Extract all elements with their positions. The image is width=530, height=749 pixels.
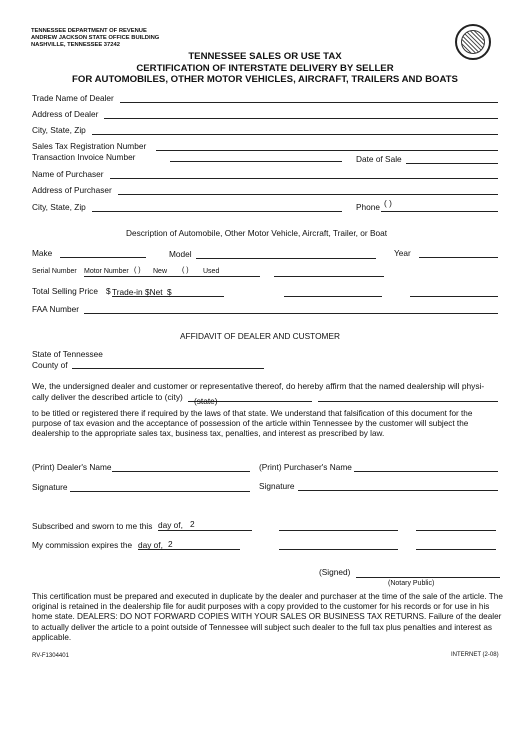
price-dollar-sign: $ (106, 286, 111, 296)
subscribed-extra-field-2[interactable] (416, 530, 496, 531)
vehicle-description-heading: Description of Automobile, Other Motor Vehicle, Aircraft, Trailer, or Boat (126, 228, 388, 238)
day-of-label-1: day of, (158, 520, 183, 530)
purchaser-city-label: City, State, Zip (32, 202, 86, 212)
phone-label: Phone (356, 202, 380, 212)
dealer-city-field[interactable] (92, 134, 498, 135)
commission-date-field[interactable] (138, 549, 240, 550)
county-of-label: County of (32, 360, 68, 370)
used-label: Used (203, 268, 220, 275)
state-label: (state) (194, 396, 218, 406)
purchaser-signature-label: Signature (259, 481, 295, 491)
agency-name: TENNESSEE DEPARTMENT OF REVENUE (31, 28, 147, 34)
day-of-label-2: day of, (138, 540, 163, 550)
year-prefix-1: 2 (190, 519, 195, 529)
dealer-address-label: Address of Dealer (32, 109, 99, 119)
purchaser-name-print-field[interactable] (354, 471, 498, 472)
form-title-line1: TENNESSEE SALES OR USE TAX (188, 51, 342, 62)
dealer-address-field[interactable] (104, 118, 498, 119)
dealer-signature-field[interactable] (70, 491, 250, 492)
serial-number-field[interactable] (84, 276, 260, 277)
purchaser-name-print-label: (Print) Purchaser's Name (259, 462, 352, 472)
state-of-label: State of Tennessee (32, 349, 103, 359)
faa-number-label: FAA Number (32, 304, 80, 314)
model-label: Model (169, 249, 192, 259)
certification-instructions: This certification must be prepared and executed in duplicate by the dealer and purchaser at the time of the sale of the article. The original is retained in the dealership file for audit purposes with a copy provided to the customer for his records or for use in his home state. DEALERS: DO NOT FORWARD COPIES WITH YOUR SALES OR BUSINESS TAX RETURNS. Failure of the dealer to actually deliver the article to a point outside of Tennessee will subject such dealer to the full tax plus penalties and interest as applicable. (32, 592, 503, 642)
signed-label: (Signed) (319, 567, 351, 577)
commission-extra-field-2[interactable] (416, 549, 496, 550)
make-field[interactable] (60, 257, 146, 258)
agency-address: NASHVILLE, TENNESSEE 37242 (31, 42, 120, 48)
year-prefix-2: 2 (168, 539, 173, 549)
phone-field[interactable] (381, 211, 498, 212)
commission-label: My commission expires the (32, 540, 133, 550)
date-of-sale-field[interactable] (406, 163, 498, 164)
trade-in-label: Trade-in (112, 287, 143, 297)
phone-area-code: ( ) (384, 198, 392, 208)
sales-tax-reg-label: Sales Tax Registration Number (32, 141, 147, 151)
dealer-signature-label: Signature (32, 482, 68, 492)
agency-building: ANDREW JACKSON STATE OFFICE BUILDING (31, 35, 160, 41)
total-selling-price-field[interactable] (112, 296, 224, 297)
commission-extra-field[interactable] (279, 549, 398, 550)
model-field[interactable] (196, 258, 376, 259)
subscribed-extra-field[interactable] (279, 530, 398, 531)
purchaser-city-field[interactable] (92, 211, 342, 212)
purchaser-address-field[interactable] (118, 194, 498, 195)
trade-name-field[interactable] (120, 102, 498, 103)
purchaser-address-label: Address of Purchaser (32, 185, 112, 195)
internet-version: INTERNET (2-08) (451, 652, 499, 658)
affidavit-heading: AFFIDAVIT OF DEALER AND CUSTOMER (180, 331, 340, 341)
purchaser-name-field[interactable] (110, 178, 498, 179)
affirmation-paragraph: to be titled or registered there if required by the laws of that state. We understand that falsification of this document for the purpose of tax evasion and the acceptance of possession of the article within Tennessee by the customer will subject the dealership to the appropriate sales tax, business tax, penalties, and interest as prescribed by law. (32, 409, 473, 438)
dealer-city-label: City, State, Zip (32, 125, 86, 135)
notary-public-label: (Notary Public) (388, 580, 435, 587)
delivery-state-field[interactable] (318, 401, 498, 402)
affirmation-line1: We, the undersigned dealer and customer or representative thereof, do hereby affirm that the named dealership will physi- (32, 381, 485, 391)
purchaser-name-label: Name of Purchaser (32, 169, 104, 179)
transaction-invoice-label: Transaction Invoice Number (32, 152, 136, 162)
serial-number-label: Serial Number (32, 268, 77, 275)
year-label: Year (394, 248, 411, 258)
affirmation-line2: cally deliver the described article to (city) (32, 392, 183, 402)
trade-in-field[interactable] (284, 296, 382, 297)
form-title-line2: CERTIFICATION OF INTERSTATE DELIVERY BY SELLER (136, 63, 394, 74)
form-title-line3: FOR AUTOMOBILES, OTHER MOTOR VEHICLES, AIRCRAFT, TRAILERS AND BOATS (72, 74, 458, 85)
new-label: New (153, 268, 168, 275)
used-checkbox[interactable]: ( ) (182, 267, 189, 274)
year-field[interactable] (419, 257, 498, 258)
county-field[interactable] (72, 368, 264, 369)
subscribed-date-field[interactable] (158, 530, 252, 531)
dealer-name-label: (Print) Dealer's Name (32, 462, 112, 472)
make-label: Make (32, 248, 53, 258)
subscribed-label: Subscribed and sworn to me this (32, 521, 153, 531)
net-field[interactable] (410, 296, 498, 297)
date-of-sale-label: Date of Sale (356, 154, 402, 164)
transaction-invoice-field[interactable] (170, 161, 342, 162)
dealer-name-field[interactable] (112, 471, 250, 472)
total-selling-price-label: Total Selling Price (32, 286, 98, 296)
trade-name-label: Trade Name of Dealer (32, 93, 114, 103)
purchaser-signature-field[interactable] (298, 490, 498, 491)
motor-number-label: Motor Number (84, 268, 129, 275)
sales-tax-reg-field[interactable] (156, 150, 498, 151)
form-number: RV-F1304401 (32, 653, 69, 659)
net-dollar-sign: $ (167, 287, 172, 297)
net-label: $Net (145, 287, 163, 297)
motor-number-field[interactable] (274, 276, 384, 277)
faa-number-field[interactable] (84, 313, 498, 314)
new-checkbox[interactable]: ( ) (134, 267, 141, 274)
notary-signature-field[interactable] (356, 577, 500, 578)
